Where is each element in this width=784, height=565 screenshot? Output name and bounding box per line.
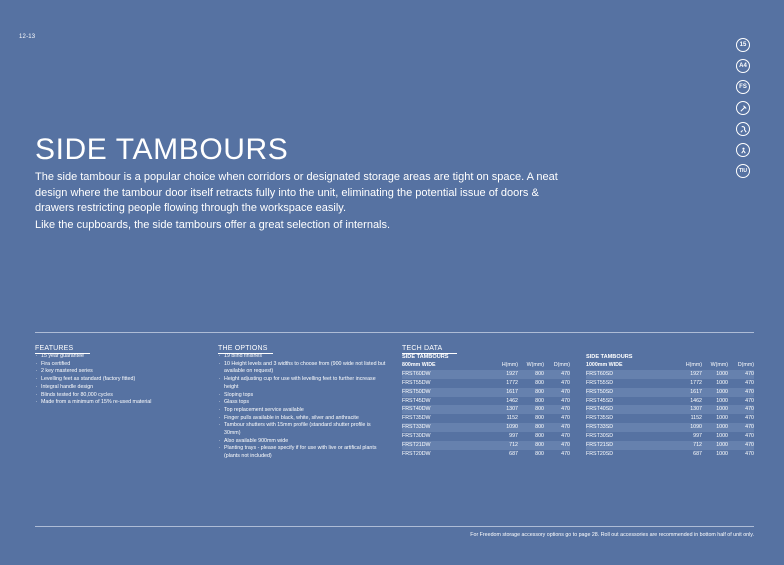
header-cell: 800mm WIDE xyxy=(402,362,436,368)
table-cell: FRST33SD xyxy=(586,424,614,431)
table-cell: 470 xyxy=(745,406,754,413)
table-cell: 800 xyxy=(535,388,544,395)
list-item: . Integral handle design xyxy=(35,384,210,392)
table-row xyxy=(586,370,754,379)
options-list xyxy=(218,353,386,461)
features-list xyxy=(35,353,210,407)
table-cell: 470 xyxy=(561,450,570,457)
table-cell: 800 xyxy=(535,379,544,386)
table-cell: FRST50SD xyxy=(586,388,614,395)
table-row xyxy=(586,397,754,406)
features-heading: FEATURES xyxy=(35,345,90,354)
clamp-icon xyxy=(736,101,750,115)
table-row xyxy=(402,423,570,432)
tiu-icon: TIU xyxy=(736,164,750,178)
table-cell: FRST30DW xyxy=(402,433,431,440)
tool-icon xyxy=(736,122,750,136)
table-cell: 687 xyxy=(509,450,518,457)
tech-table-header xyxy=(586,361,754,370)
table-row xyxy=(402,388,570,397)
options-heading: THE OPTIONS xyxy=(218,345,273,354)
table-cell: 470 xyxy=(745,397,754,404)
table-row xyxy=(586,388,754,397)
header-cell: W(mm) xyxy=(526,362,544,368)
header-cell: H(mm) xyxy=(501,362,518,368)
table-row xyxy=(402,397,570,406)
list-item: . Glass tops xyxy=(218,399,386,407)
table-row xyxy=(402,370,570,379)
table-cell: 1462 xyxy=(690,397,702,404)
table-cell: 1000 xyxy=(716,379,728,386)
table-cell: 1000 xyxy=(716,424,728,431)
table-cell: 470 xyxy=(561,433,570,440)
header-cell: D(mm) xyxy=(553,362,570,368)
tech-table-title: SIDE TAMBOURS xyxy=(586,354,633,360)
table-cell: 1090 xyxy=(690,424,702,431)
page-number: 12-13 xyxy=(19,34,36,40)
accessibility-icon xyxy=(736,143,750,157)
table-cell: 1000 xyxy=(716,388,728,395)
table-row xyxy=(586,441,754,450)
table-cell: FRST21SD xyxy=(586,442,614,449)
table-cell: 470 xyxy=(745,450,754,457)
table-row xyxy=(586,405,754,414)
table-cell: FRST20SD xyxy=(586,450,614,457)
table-cell: 470 xyxy=(745,433,754,440)
table-cell: 1000 xyxy=(716,415,728,422)
intro-paragraph-2: Like the cupboards, the side tambours offer a great selection of internals. xyxy=(35,219,391,231)
list-item: . Sloping tops xyxy=(218,392,386,400)
table-cell: 470 xyxy=(561,424,570,431)
guarantee-15-icon: 15 xyxy=(736,38,750,52)
table-cell: 1152 xyxy=(506,415,518,422)
list-item: . Top replacement service available xyxy=(218,407,386,415)
table-cell: 712 xyxy=(693,442,702,449)
table-cell: 470 xyxy=(745,388,754,395)
table-cell: 470 xyxy=(561,406,570,413)
tech-table-1000 xyxy=(586,354,754,459)
table-cell: 800 xyxy=(535,424,544,431)
tech-data-heading: TECH DATA xyxy=(402,345,457,354)
table-cell: 800 xyxy=(535,433,544,440)
header-cell: W(mm) xyxy=(710,362,728,368)
table-row xyxy=(402,405,570,414)
table-cell: 470 xyxy=(561,415,570,422)
header-cell: D(mm) xyxy=(737,362,754,368)
table-cell: 800 xyxy=(535,397,544,404)
table-row xyxy=(586,450,754,459)
table-row xyxy=(402,441,570,450)
table-cell: FRST33DW xyxy=(402,424,431,431)
table-cell: FRST35DW xyxy=(402,415,431,422)
table-cell: FRST55SD xyxy=(586,379,614,386)
tech-table-800 xyxy=(402,354,570,459)
table-cell: 1000 xyxy=(716,433,728,440)
table-cell: 1927 xyxy=(506,370,518,377)
list-item: . 2 key mastered series xyxy=(35,368,210,376)
table-cell: 1462 xyxy=(506,397,518,404)
table-cell: FRST40SD xyxy=(586,406,614,413)
table-cell: 470 xyxy=(561,442,570,449)
footer-note: For Freedom storage accessory options go to page 28. Roll out accessories are recommended in bottom half of unit only. xyxy=(470,532,754,538)
table-row xyxy=(586,423,754,432)
table-row xyxy=(586,432,754,441)
table-cell: 1307 xyxy=(506,406,518,413)
a4-icon: A4 xyxy=(736,59,750,73)
table-cell: 1152 xyxy=(690,415,702,422)
list-item: . Blinds tested for 80,000 cycles xyxy=(35,392,210,400)
table-cell: 687 xyxy=(693,450,702,457)
list-item: . 15 year guarantee xyxy=(35,353,210,361)
table-cell: FRST60SD xyxy=(586,370,614,377)
table-cell: FRST40DW xyxy=(402,406,431,413)
table-cell: 470 xyxy=(561,379,570,386)
list-item: . Made from a minimum of 15% re-used material xyxy=(35,399,210,407)
table-cell: 1000 xyxy=(716,370,728,377)
table-cell: 470 xyxy=(561,370,570,377)
table-cell: 997 xyxy=(693,433,702,440)
bottom-divider xyxy=(35,526,754,527)
table-cell: FRST50DW xyxy=(402,388,431,395)
table-cell: FRST21DW xyxy=(402,442,431,449)
table-row xyxy=(402,432,570,441)
table-cell: 1617 xyxy=(690,388,702,395)
fs-icon: FS xyxy=(736,80,750,94)
table-cell: 1307 xyxy=(690,406,702,413)
list-item: . Tambour shutters with 15mm profile (standard shutter profile is 30mm) xyxy=(218,422,386,437)
intro-paragraph: The side tambour is a popular choice when corridors or designated storage areas are tight on space. A neat design where the tambour door itself retracts fully into the unit, eliminating the potential issue of doors & drawers restricting people flowing through the workspace easily. xyxy=(35,171,558,214)
table-cell: 1000 xyxy=(716,406,728,413)
table-cell: 800 xyxy=(535,406,544,413)
list-item: . Height adjusting cup for use with levelling feet to further increase height xyxy=(218,376,386,391)
table-row xyxy=(402,414,570,423)
table-cell: 470 xyxy=(745,442,754,449)
table-cell: FRST45DW xyxy=(402,397,431,404)
tech-table-header xyxy=(402,361,570,370)
list-item: . 10 Height levels and 3 widths to choose from (900 wide not listed but available on request) xyxy=(218,361,386,376)
table-cell: 1000 xyxy=(716,450,728,457)
feature-icons xyxy=(736,38,754,185)
table-cell: 1617 xyxy=(506,388,518,395)
tech-table-title: SIDE TAMBOURS xyxy=(402,354,449,360)
table-cell: 1090 xyxy=(506,424,518,431)
table-cell: 1927 xyxy=(690,370,702,377)
table-cell: 1000 xyxy=(716,397,728,404)
table-cell: 1000 xyxy=(716,442,728,449)
list-item: . 19 blind finishes xyxy=(218,353,386,361)
table-cell: 800 xyxy=(535,370,544,377)
list-item: . Planting trays - please specify if for use with live or artifical plants (plants not included) xyxy=(218,445,386,460)
table-cell: 470 xyxy=(745,424,754,431)
top-divider xyxy=(35,332,754,333)
page-title: SIDE TAMBOURS xyxy=(35,133,289,166)
table-cell: 470 xyxy=(561,388,570,395)
list-item: . Finger pulls available in black, white, silver and anthracite xyxy=(218,415,386,423)
table-cell: FRST60DW xyxy=(402,370,431,377)
table-cell: 1772 xyxy=(506,379,518,386)
table-cell: 800 xyxy=(535,450,544,457)
table-cell: 470 xyxy=(745,379,754,386)
header-cell: 1000mm WIDE xyxy=(586,362,623,368)
table-cell: FRST35SD xyxy=(586,415,614,422)
table-cell: 997 xyxy=(509,433,518,440)
table-row xyxy=(586,414,754,423)
table-cell: 800 xyxy=(535,442,544,449)
table-cell: 1772 xyxy=(690,379,702,386)
header-cell: H(mm) xyxy=(685,362,702,368)
table-cell: FRST30SD xyxy=(586,433,614,440)
list-item: . Fira certified xyxy=(35,361,210,369)
list-item: . Also available 900mm wide xyxy=(218,438,386,446)
table-row xyxy=(402,450,570,459)
table-cell: FRST45SD xyxy=(586,397,614,404)
table-row xyxy=(402,379,570,388)
table-cell: FRST20DW xyxy=(402,450,431,457)
table-cell: 712 xyxy=(509,442,518,449)
table-row xyxy=(586,379,754,388)
table-cell: FRST55DW xyxy=(402,379,431,386)
table-cell: 470 xyxy=(561,397,570,404)
table-cell: 470 xyxy=(745,370,754,377)
list-item: . Levelling feet as standard (factory fitted) xyxy=(35,376,210,384)
table-cell: 470 xyxy=(745,415,754,422)
table-cell: 800 xyxy=(535,415,544,422)
